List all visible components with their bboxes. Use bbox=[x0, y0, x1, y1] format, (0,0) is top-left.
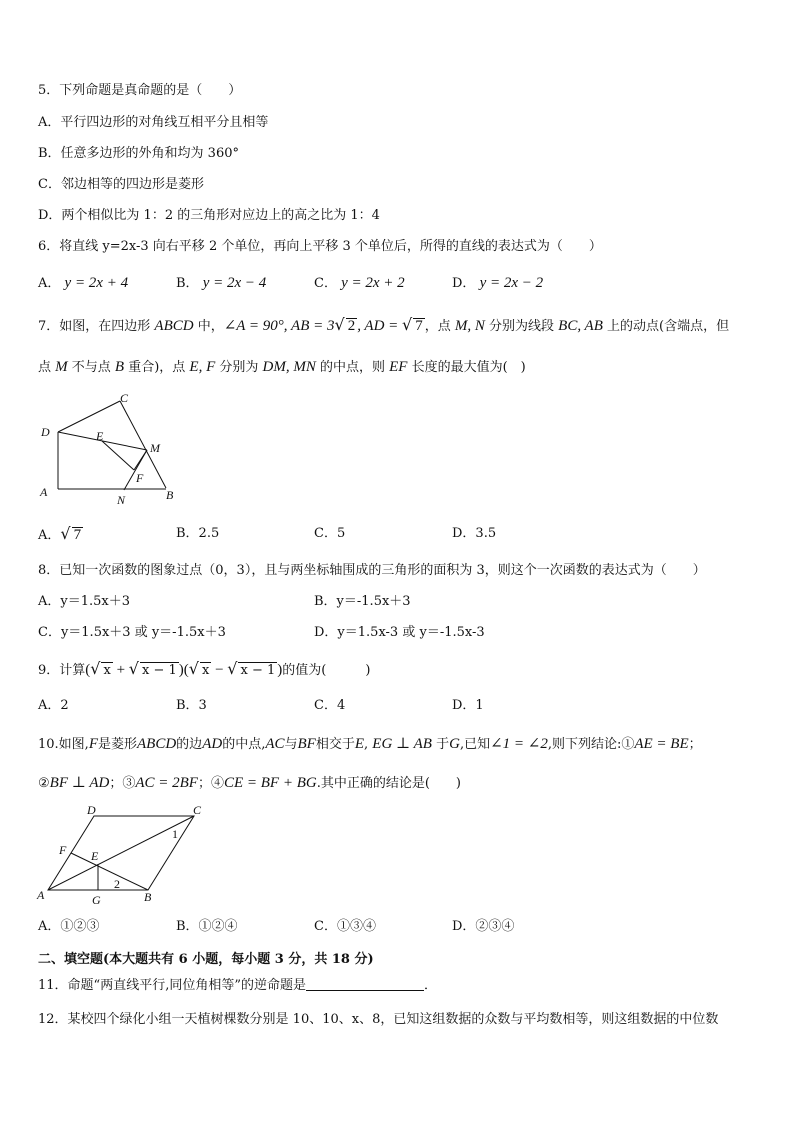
q5-stem: 5．下列命题是真命题的是（ ） bbox=[38, 83, 242, 98]
q10-option-c: C．①③④ bbox=[314, 919, 376, 934]
q7-label-f: F bbox=[136, 471, 144, 485]
q11-answer-blank bbox=[306, 977, 424, 991]
q7-option-c: C．5 bbox=[314, 526, 346, 541]
q5-option-b: B．任意多边形的外角和均为 360° bbox=[38, 146, 239, 161]
q6-option-c: C． y = 2x + 2 bbox=[314, 275, 405, 291]
q6-option-b: B． y = 2x − 4 bbox=[176, 275, 267, 291]
q6-option-a: A． y = 2x + 4 bbox=[38, 275, 129, 291]
q7-label-c: C bbox=[120, 391, 129, 405]
q10-label-c: C bbox=[193, 803, 202, 817]
section2-title: 二、填空题(本大题共有 6 小题，每小题 3 分，共 18 分) bbox=[38, 952, 374, 967]
q7-label-d: D bbox=[41, 425, 50, 439]
q6-option-d: D． y = 2x − 2 bbox=[452, 275, 544, 291]
q7-label-n: N bbox=[117, 493, 126, 507]
q9-option-c: C．4 bbox=[314, 698, 346, 713]
q10-stem-line1: 10.如图,F是菱形ABCD的边AD的中点,AC与BF相交于E, EG ⊥ AB 于G,已知∠1 = ∠2,则下列结论:①AE = BE； bbox=[38, 736, 702, 752]
q10-option-d: D．②③④ bbox=[452, 919, 515, 934]
q7-label-e: E bbox=[96, 429, 104, 443]
q10-stem-line2: ②BF ⊥ AD；③AC = 2BF；④CE = BF + BG.其中正确的结论是( ) bbox=[38, 775, 461, 791]
q11-stem: 11．命题“两直线平行,同位角相等”的逆命题是 ． bbox=[38, 978, 437, 993]
q9-option-d: D．1 bbox=[452, 698, 484, 713]
q5-option-c: C．邻边相等的四边形是菱形 bbox=[38, 177, 204, 192]
q8-stem: 8．已知一次函数的图象过点（0，3），且与两坐标轴围成的三角形的面积为 3，则这个一次函数的表达式为（ ） bbox=[38, 563, 706, 578]
q8-option-c: C．y＝1.5x＋3 或 y＝-1.5x＋3 bbox=[38, 625, 226, 640]
q9-option-b: B．3 bbox=[176, 698, 207, 713]
q10-label-2: 2 bbox=[114, 877, 120, 891]
q10-option-b: B．①②④ bbox=[176, 919, 238, 934]
q8-option-b: B．y＝-1.5x＋3 bbox=[314, 594, 411, 609]
q10-option-a: A．①②③ bbox=[38, 919, 100, 934]
q9-stem: 9．计算(√ x + √ x − 1 )(√ x − √ x − 1 )的值为( ) bbox=[38, 659, 371, 678]
q7-option-a: A．√ 7 bbox=[38, 524, 82, 543]
q10-label-b: B bbox=[144, 890, 152, 904]
q10-label-1: 1 bbox=[172, 827, 178, 841]
q7-option-b: B．2.5 bbox=[176, 526, 220, 541]
q7-figure bbox=[36, 388, 186, 510]
q12-stem: 12．某校四个绿化小组一天植树棵数分别是 10、10、x、8，已知这组数据的众数与平均数相等，则这组数据的中位数 bbox=[38, 1012, 719, 1027]
q8-option-d: D．y＝1.5x-3 或 y＝-1.5x-3 bbox=[314, 625, 485, 640]
q6-stem: 6．将直线 y=2x-3 向右平移 2 个单位，再向上平移 3 个单位后，所得的直线的表达式为（ ） bbox=[38, 239, 602, 254]
q7-label-b: B bbox=[166, 488, 174, 502]
q7-label-a: A bbox=[40, 485, 48, 499]
q5-option-a: A．平行四边形的对角线互相平分且相等 bbox=[38, 115, 269, 130]
q7-option-d: D．3.5 bbox=[452, 526, 497, 541]
q7-stem-line1: 7．如图，在四边形 ABCD 中，∠A = 90°, AB = 3√ 2 , AD = √ 7 ，点 M, N 分别为线段 BC, AB 上的动点(含端点，但 bbox=[38, 315, 730, 334]
q10-label-d: D bbox=[87, 803, 96, 817]
q7-label-m: M bbox=[150, 441, 160, 455]
q10-label-f: F bbox=[59, 843, 67, 857]
q10-label-g: G bbox=[92, 893, 101, 907]
q5-option-d: D．两个相似比为 1：2 的三角形对应边上的高之比为 1：4 bbox=[38, 208, 380, 223]
q10-figure bbox=[34, 798, 214, 908]
q8-option-a: A．y＝1.5x＋3 bbox=[38, 594, 131, 609]
q7-stem-line2: 点 M 不与点 B 重合)，点 E, F 分别为 DM, MN 的中点，则 EF 长度的最大值为( ) bbox=[38, 359, 526, 375]
q10-label-a: A bbox=[37, 888, 45, 902]
q9-option-a: A．2 bbox=[38, 698, 69, 713]
q10-label-e: E bbox=[91, 849, 99, 863]
